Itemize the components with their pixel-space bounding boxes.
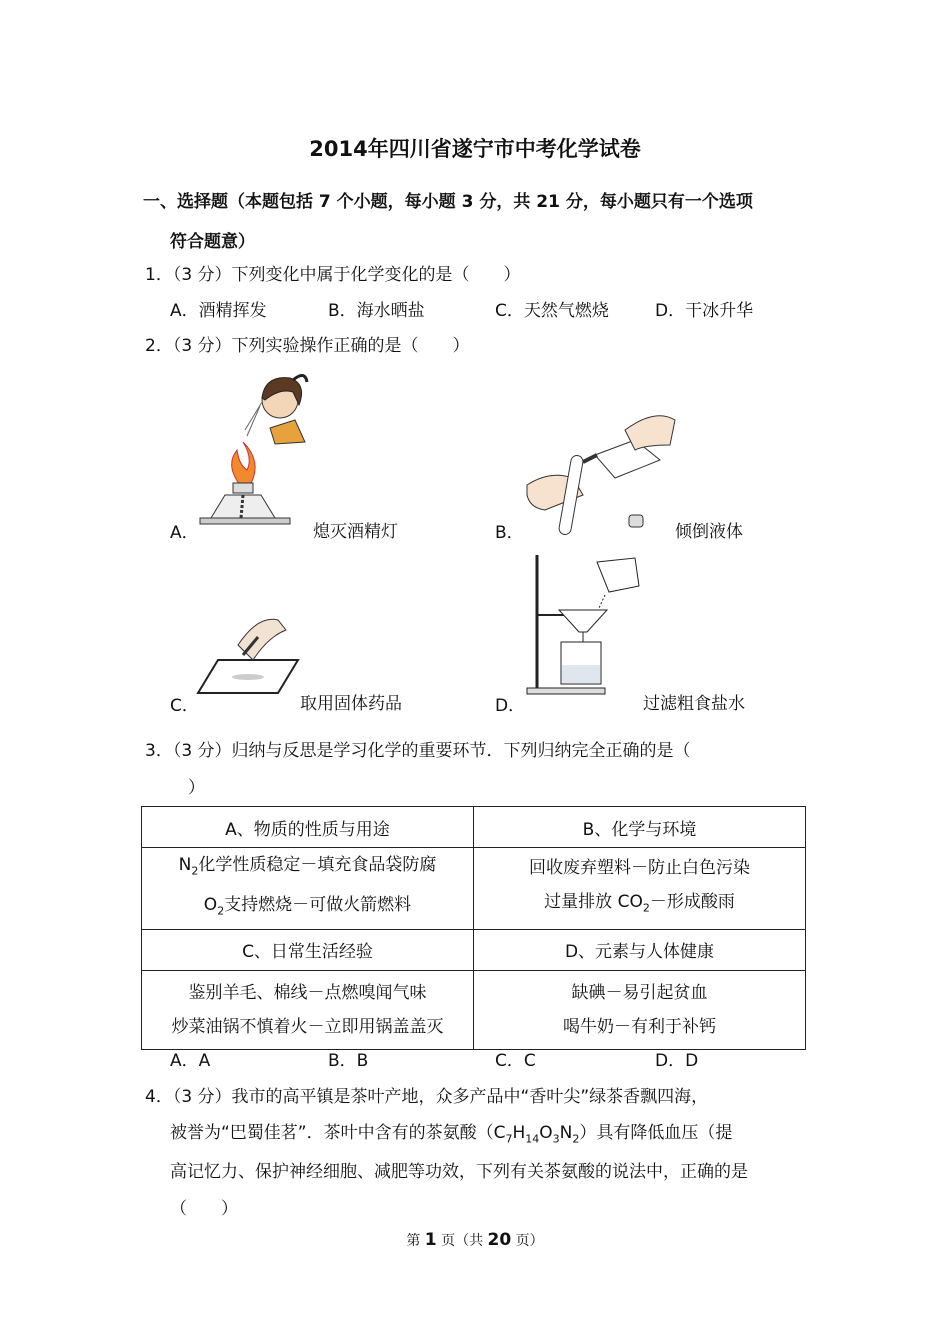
- pouring-liquid-figure: [525, 400, 675, 535]
- question-4-line1: 4．（3 分）我市的高平镇是茶叶产地，众多产品中“香叶尖”绿茶香飘四海，: [145, 1087, 709, 1107]
- question-2-stem: 2．（3 分）下列实验操作正确的是（ ）: [145, 336, 470, 356]
- filtration-figure: [527, 550, 647, 695]
- question-3-stem-cont: ）: [188, 778, 205, 798]
- q2-option-d-letter[interactable]: D．: [495, 696, 526, 716]
- q3-option-b[interactable]: B．B: [328, 1051, 369, 1071]
- q3-option-d[interactable]: D．D: [655, 1051, 699, 1071]
- q3-option-c[interactable]: C．C: [495, 1051, 536, 1071]
- q2-option-c-caption: 取用固体药品: [300, 694, 402, 714]
- table-cell-d-head: D、元素与人体健康: [474, 929, 806, 970]
- q1-option-a[interactable]: A．酒精挥发: [170, 301, 267, 321]
- table-cell-c-head: C、日常生活经验: [142, 929, 474, 970]
- q2-option-a-caption: 熄灭酒精灯: [313, 522, 398, 542]
- q2-option-a-letter[interactable]: A．: [170, 523, 199, 543]
- page-footer: 第 1 页（共 20 页）: [406, 1230, 544, 1250]
- q2-option-b-letter[interactable]: B．: [495, 523, 524, 543]
- table-cell-b-body: 回收废弃塑料－防止白色污染 过量排放 $CO_2-$形成酸雨: [474, 848, 806, 930]
- table-cell-b-head: B、化学与环境: [474, 807, 806, 848]
- q2-option-c-letter[interactable]: C．: [170, 696, 199, 716]
- table-cell-a-body: $N_2$化学性质稳定－填充食品袋防腐 $O_2$支持燃烧－可做火箭燃料: [142, 848, 474, 930]
- summary-table: [141, 806, 806, 1050]
- table-cell-d-body: 缺碘－易引起贫血 喝牛奶－有利于补钙: [474, 970, 806, 1049]
- question-4-line2: 被誉为“巴蜀佳茗”．茶叶中含有的茶氨酸$(C_7H_{14}O_3N_2)$具有降低血压（提: [170, 1123, 733, 1146]
- table-cell-c-body: 鉴别羊毛、棉线－点燃嗅闻气味 炒菜油锅不慎着火－立即用锅盖盖灭: [142, 970, 474, 1049]
- q2-option-d-caption: 过滤粗食盐水: [643, 694, 745, 714]
- q1-option-d[interactable]: D．干冰升华: [655, 301, 754, 321]
- q1-option-b[interactable]: B．海水晒盐: [328, 301, 425, 321]
- question-1-stem: 1．（3 分）下列变化中属于化学变化的是（ ）: [145, 265, 521, 285]
- question-4-line4: （ ）: [170, 1199, 238, 1219]
- solid-reagent-figure: [198, 615, 303, 695]
- question-3-stem: 3．（3 分）归纳与反思是学习化学的重要环节．下列归纳完全正确的是（: [145, 741, 691, 761]
- q3-option-a[interactable]: A．A: [170, 1051, 211, 1071]
- table-cell-a-head: A、物质的性质与用途: [142, 807, 474, 848]
- section-heading-cont: 符合题意）: [170, 232, 255, 252]
- q1-option-c[interactable]: C．天然气燃烧: [495, 301, 609, 321]
- alcohol-lamp-figure: [195, 370, 315, 535]
- q2-option-b-caption: 倾倒液体: [675, 522, 743, 542]
- question-4-line3: 高记忆力、保护神经细胞、减肥等功效，下列有关茶氨酸的说法中，正确的是: [170, 1162, 748, 1182]
- page-title: 2014年四川省遂宁市中考化学试卷: [309, 137, 641, 161]
- section-heading: 一、选择题（本题包括 7 个小题，每小题 3 分，共 21 分，每小题只有一个选项: [143, 192, 753, 212]
